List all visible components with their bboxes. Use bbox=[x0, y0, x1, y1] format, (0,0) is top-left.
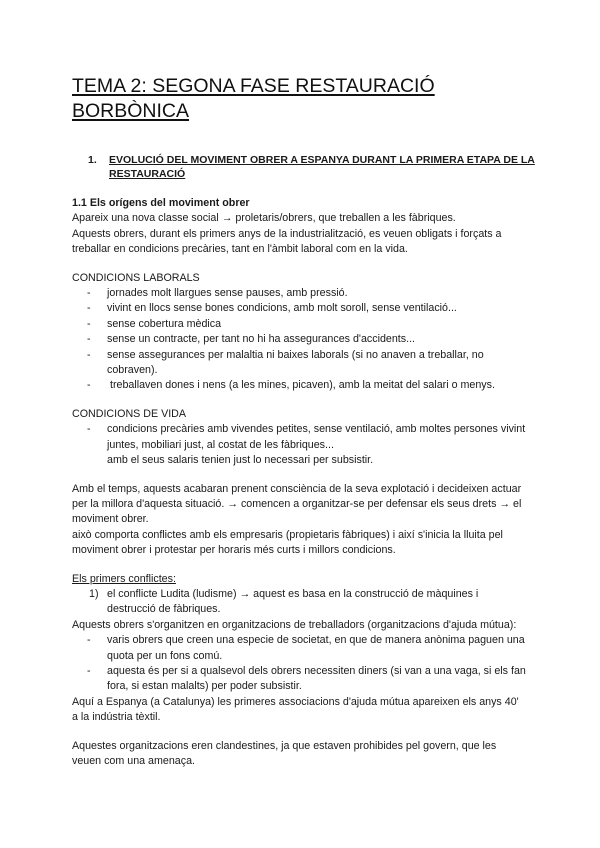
primers-heading: Els primers conflictes: bbox=[72, 572, 176, 585]
intro-paragraph: Apareix una nova classe social → proletaris/obrers, que treballen a les fàbriques. bbox=[72, 212, 456, 225]
clandestines-paragraph: Aquestes organitzacions eren clandestines, ja que estaven prohibides pel govern, que les veuen com una amenaça. bbox=[72, 739, 497, 767]
vida-list bbox=[72, 422, 527, 468]
subsection-heading: 1.1 Els orígens del moviment obrer bbox=[72, 197, 250, 209]
document-body bbox=[72, 196, 527, 769]
list-item: - treballaven dones i nens (a les mines, picaven), amb la meitat del salari o menys. bbox=[72, 378, 527, 393]
list-item-text: el conflicte Ludita (ludisme) → aquest es basa en la construcció de màquines i destrucció de fàbriques. bbox=[107, 587, 479, 616]
list-item: - jornades molt llargues sense pauses, amb pressió. bbox=[72, 286, 527, 301]
list-item: - sense cobertura mèdica bbox=[72, 317, 527, 332]
list-number: 1) bbox=[89, 587, 99, 600]
espanya-paragraph: Aquí a Espanya (a Catalunya) les primeres associacions d'ajuda mútua apareixen els anys 40' a la indústria tèxtil. bbox=[72, 695, 519, 724]
intro-paragraph: Aquests obrers, durant els primers anys de la industrialització, es veuen obligats i forçats a treballar en condicions precàries, tant en l'àmbit laboral com en la vida. bbox=[72, 227, 502, 256]
section-number: 1. bbox=[88, 154, 97, 166]
laborals-list bbox=[72, 286, 527, 394]
list-item: - vivint en llocs sense bones condicions, amb molt soroll, sense ventilació... bbox=[72, 301, 527, 316]
list-item: - condicions precàries amb vivendes petites, sense ventilació, amb moltes persones vivint juntes, mobiliari just, al costat de les fàbriques... bbox=[72, 422, 527, 453]
laborals-heading: CONDICIONS LABORALS bbox=[72, 271, 200, 284]
organitzacions-list bbox=[72, 633, 527, 695]
list-item: - aquesta és per si a qualsevol dels obrers necessiten diners (si van a una vaga, si els fan fora, si estan malalts) per poder subsistir. bbox=[72, 664, 527, 695]
list-item: amb el seus salaris tenien just lo necessari per subsistir. bbox=[107, 454, 374, 467]
list-item: - varis obrers que creen una especie de societat, en que de manera anònima paguen una quota per un fons comú. bbox=[72, 633, 527, 664]
list-item: - sense assegurances per malaltia ni baixes laborals (si no anaven a treballar, no cobraven). bbox=[72, 348, 527, 379]
list-item bbox=[72, 587, 527, 618]
organitzacions-paragraph: Aquests obrers s'organitzen en organitzacions de treballadors (organitzacions d'ajuda mútua): bbox=[72, 618, 517, 631]
list-item: - sense un contracte, per tant no hi ha assegurances d'accidents... bbox=[72, 332, 527, 347]
vida-heading: CONDICIONS DE VIDA bbox=[72, 407, 187, 420]
consciencia-paragraph: això comporta conflictes amb els empresaris (propietaris fàbriques) i així s'inicia la lluita pel moviment obrer i protestar per horaris més curts i millors condicions. bbox=[72, 528, 503, 557]
consciencia-paragraph: Amb el temps, aquests acabaran prenent consciència de la seva explotació i decideixen actuar per la millora d'aquesta situació. → comencen a organitzar-se per defensar els seus drets → el moviment obrer. bbox=[72, 482, 522, 526]
section-heading-text: EVOLUCIÓ DEL MOVIMENT OBRER A ESPANYA DURANT LA PRIMERA ETAPA DE LA RESTAURACIÓ bbox=[109, 154, 535, 180]
primers-list bbox=[72, 587, 527, 618]
section-heading bbox=[72, 153, 542, 181]
page-title: TEMA 2: SEGONA FASE RESTAURACIÓ BORBÒNICA bbox=[72, 75, 435, 122]
